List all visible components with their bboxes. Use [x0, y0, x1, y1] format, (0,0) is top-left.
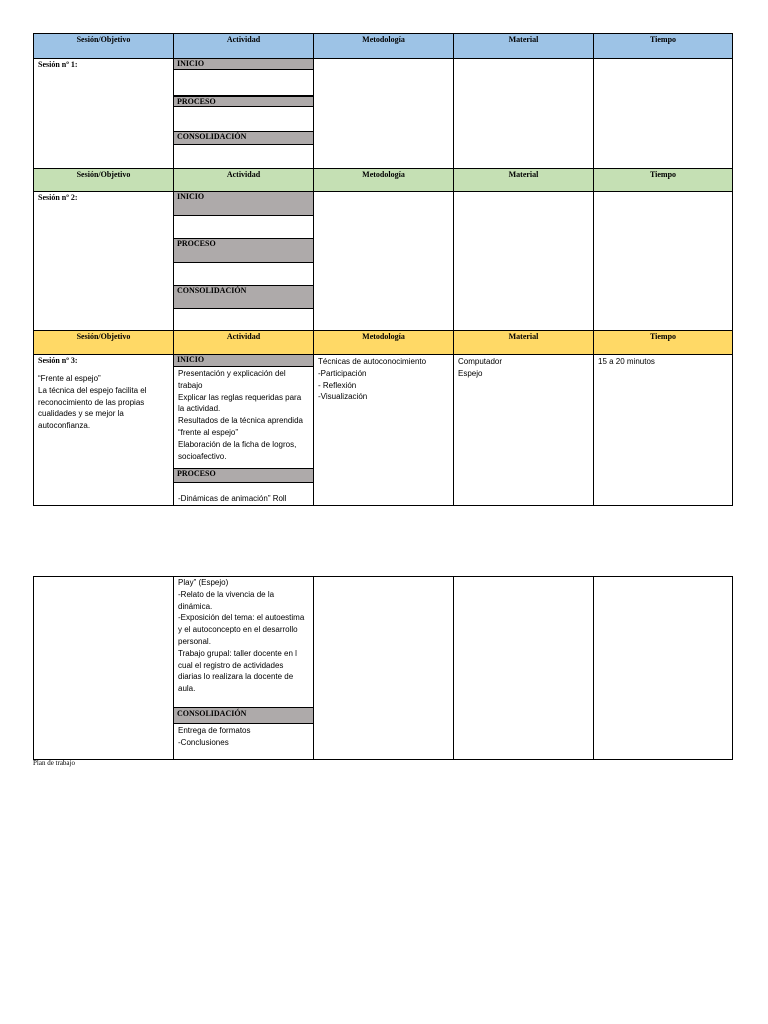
- header-row-2: Sesión/Objetivo Actividad Metodología Material Tiempo: [34, 169, 733, 192]
- proceso-text-part2: Play” (Espejo) -Relato de la vivencia de la dinámica. -Exposición del tema: el autoestima y el autoconcepto en el desarrollo personal. Trabajo grupal: taller docente en l cual el registro de actividades diarias lo realizara la docente de aula.: [178, 578, 305, 694]
- header-material: Material: [454, 33, 594, 59]
- header-tiempo: Tiempo: [594, 33, 733, 59]
- session-3-material: Computador Espejo: [458, 357, 503, 378]
- phase-inicio: INICIO: [174, 59, 313, 70]
- session-2-row: [34, 192, 733, 331]
- phase-proceso: PROCESO: [174, 468, 313, 483]
- phase-inicio: INICIO: [174, 355, 313, 367]
- session-3-objective: “Frente al espejo” La técnica del espejo facilita el reconocimiento de las propias cualidades y se mejor la autoconfianza.: [38, 374, 147, 431]
- session-1-label: Sesión nº 1:: [38, 60, 78, 69]
- session-3-row: [34, 355, 733, 506]
- phase-proceso: PROCESO: [174, 96, 313, 107]
- session-plan-table-continued: [33, 576, 733, 760]
- session-3-label: Sesión nº 3:: [38, 356, 78, 365]
- session-1-activity: [174, 59, 314, 169]
- proceso-text-part1: -Dinámicas de animación” Roll: [178, 494, 287, 503]
- header-actividad: Actividad: [174, 33, 314, 59]
- session-3-time: 15 a 20 minutos: [598, 357, 655, 366]
- phase-consolidacion: CONSOLIDACIÓN: [174, 132, 313, 145]
- header-sesion: Sesión/Objetivo: [34, 33, 174, 59]
- session-plan-table: [33, 33, 733, 506]
- phase-consolidacion: CONSOLIDACIÓN: [174, 286, 313, 309]
- phase-consolidacion: CONSOLIDACIÓN: [174, 707, 313, 724]
- session-2-label: Sesión nº 2:: [38, 193, 78, 202]
- session-3-activity-continued: [174, 576, 314, 760]
- header-row-1: [34, 33, 733, 59]
- consolidacion-text: Entrega de formatos -Conclusiones: [178, 726, 251, 747]
- table-caption: Plan de trabajo: [33, 759, 75, 767]
- phase-inicio: INICIO: [174, 192, 313, 216]
- session-3-methodology: Técnicas de autoconocimiento -Participación - Reflexión -Visualización: [318, 357, 427, 402]
- session-3-continued-row: [34, 576, 733, 760]
- session-2-activity: [174, 192, 314, 331]
- inicio-text: Presentación y explicación del trabajo Explicar las reglas requeridas para la actividad. Resultados de la técnica aprendida “frente al espejo” Elaboración de la ficha de logros, socioafectivo.: [178, 369, 303, 461]
- phase-proceso: PROCESO: [174, 239, 313, 263]
- header-row-3: Sesión/Objetivo Actividad Metodología Material Tiempo: [34, 331, 733, 355]
- session-1-row: [34, 59, 733, 169]
- header-metodologia: Metodología: [314, 33, 454, 59]
- session-3-activity: [174, 355, 314, 506]
